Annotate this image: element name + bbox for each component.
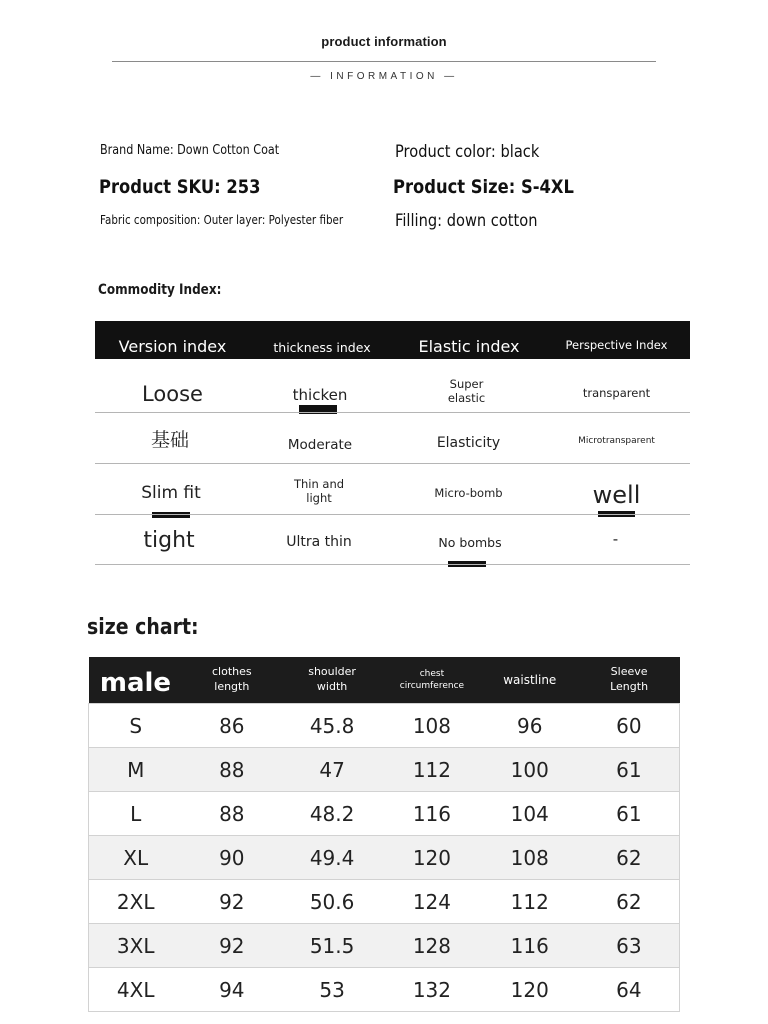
value-cell: 50.6 xyxy=(281,880,383,924)
commodity-cell: well xyxy=(592,481,641,509)
value-cell: 112 xyxy=(383,748,481,792)
title-divider xyxy=(112,61,656,62)
value-cell: 60 xyxy=(579,704,680,748)
commodity-index-label: Commodity Index: xyxy=(98,282,222,298)
value-cell: 62 xyxy=(579,836,680,880)
value-cell: 116 xyxy=(383,792,481,836)
commodity-index-header xyxy=(95,321,690,359)
commodity-cell: 基础 xyxy=(150,429,189,451)
commodity-cell: Moderate xyxy=(287,437,353,453)
commodity-cell: Thin and light xyxy=(293,477,345,505)
value-cell: 96 xyxy=(481,704,579,748)
value-cell: 47 xyxy=(281,748,383,792)
value-cell: 88 xyxy=(182,748,281,792)
value-cell: 45.8 xyxy=(281,704,383,748)
commodity-header-version: Version index xyxy=(118,337,227,356)
size-cell: S xyxy=(89,704,183,748)
size-chart-corner: male xyxy=(89,657,183,704)
commodity-cell: Ultra thin xyxy=(286,534,352,550)
table-row xyxy=(89,880,680,924)
commodity-cell: Super elastic xyxy=(447,377,486,405)
row-divider xyxy=(95,463,690,464)
header-waistline: waistline xyxy=(481,657,579,704)
value-cell: 51.5 xyxy=(281,924,383,968)
table-row xyxy=(89,704,680,748)
value-cell: 124 xyxy=(383,880,481,924)
row-divider xyxy=(95,514,690,515)
size-chart-label: size chart: xyxy=(87,615,199,640)
size-cell: M xyxy=(89,748,183,792)
value-cell: 90 xyxy=(182,836,281,880)
table-row xyxy=(89,924,680,968)
value-cell: 61 xyxy=(579,748,680,792)
size-cell: 2XL xyxy=(89,880,183,924)
size-cell: 4XL xyxy=(89,968,183,1012)
value-cell: 92 xyxy=(182,924,281,968)
header-chest-circumference: chest circumference xyxy=(383,657,481,704)
commodity-cell: No bombs xyxy=(438,535,502,550)
commodity-cell: Slim fit xyxy=(141,483,201,503)
header-clothes-length: clothes length xyxy=(182,657,281,704)
brand-name: Brand Name: Down Cotton Coat xyxy=(100,143,280,158)
value-cell: 86 xyxy=(182,704,281,748)
value-cell: 94 xyxy=(182,968,281,1012)
page-subtitle: — INFORMATION — xyxy=(310,71,458,82)
commodity-header-thickness: thickness index xyxy=(273,340,371,355)
commodity-cell: - xyxy=(612,530,619,548)
value-cell: 100 xyxy=(481,748,579,792)
header-sleeve-length: Sleeve Length xyxy=(579,657,680,704)
size-chart-table xyxy=(88,657,680,1012)
row-divider xyxy=(95,564,690,565)
row-divider xyxy=(95,412,690,413)
value-cell: 92 xyxy=(182,880,281,924)
value-cell: 64 xyxy=(579,968,680,1012)
commodity-header-perspective: Perspective Index xyxy=(565,338,668,352)
value-cell: 120 xyxy=(383,836,481,880)
table-row xyxy=(89,748,680,792)
commodity-cell: Microtransparent xyxy=(578,436,655,446)
filling: Filling: down cotton xyxy=(395,211,538,231)
value-cell: 132 xyxy=(383,968,481,1012)
size-cell: L xyxy=(89,792,183,836)
product-sku: Product SKU: 253 xyxy=(99,176,261,198)
product-color: Product color: black xyxy=(395,142,540,162)
table-row xyxy=(89,968,680,1012)
value-cell: 108 xyxy=(383,704,481,748)
size-cell: 3XL xyxy=(89,924,183,968)
size-chart-header-row xyxy=(89,657,680,704)
commodity-cell: thicken xyxy=(292,386,348,404)
commodity-cell: transparent xyxy=(582,386,651,400)
commodity-header-elastic: Elastic index xyxy=(418,337,520,356)
value-cell: 88 xyxy=(182,792,281,836)
value-cell: 128 xyxy=(383,924,481,968)
value-cell: 63 xyxy=(579,924,680,968)
commodity-cell: Loose xyxy=(142,382,203,406)
value-cell: 53 xyxy=(281,968,383,1012)
table-row xyxy=(89,792,680,836)
commodity-cell: Micro-bomb xyxy=(434,486,503,500)
commodity-cell: Elasticity xyxy=(436,435,501,451)
size-cell: XL xyxy=(89,836,183,880)
product-size: Product Size: S-4XL xyxy=(393,176,574,198)
value-cell: 116 xyxy=(481,924,579,968)
value-cell: 120 xyxy=(481,968,579,1012)
value-cell: 104 xyxy=(481,792,579,836)
value-cell: 62 xyxy=(579,880,680,924)
commodity-cell: tight xyxy=(143,528,195,553)
fabric-composition: Fabric composition: Outer layer: Polyester fiber xyxy=(100,213,344,227)
value-cell: 108 xyxy=(481,836,579,880)
selected-marker xyxy=(152,512,190,518)
table-row xyxy=(89,836,680,880)
value-cell: 49.4 xyxy=(281,836,383,880)
header-shoulder-width: shoulder width xyxy=(281,657,383,704)
value-cell: 61 xyxy=(579,792,680,836)
page-title: product information xyxy=(321,34,447,49)
value-cell: 112 xyxy=(481,880,579,924)
value-cell: 48.2 xyxy=(281,792,383,836)
